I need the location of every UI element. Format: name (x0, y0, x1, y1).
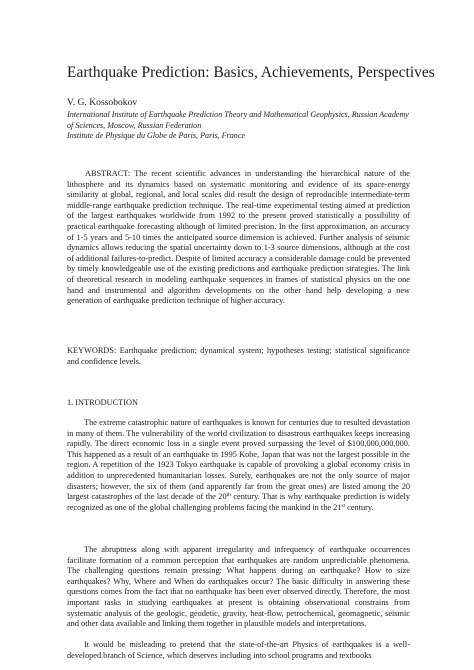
intro-p1-text-b: century. That is why earthquake prediction is widely recognized as one of the global challenging problems facing the mankind in the 21 (67, 492, 410, 512)
paper-title: Earthquake Prediction: Basics, Achievements, Perspectives (67, 64, 435, 81)
section-heading: 1. INTRODUCTION (67, 398, 138, 407)
intro-paragraph-2: The abruptness along with apparent irregularity and infrequency of earthquake occurrences facilitate formation of a common perception that earthquakes are random unpredictable phenomena. The challenging questions remain pressing: What happens during an earthquake? How to size earthquakes? Why, Where and When do earthquakes occur? The basic difficulty in answering these questions comes from the fact that no earthquake has been ever observed directly. Therefore, the most important tasks in studying earthquakes at present is obtaining observational constrains from systematic analysis of the geologic, geodetic, gravity, heat-flow, petrochemical, geomagnetic, seismic and other data available and linking them together in plausible models and interpretations. (67, 545, 410, 629)
keywords: KEYWORDS: Earthquake prediction; dynamical system; hypotheses testing; statistical significance and confidence levels. (67, 346, 410, 366)
intro-paragraph-1 (67, 418, 410, 513)
intro-paragraph-3: It would be misleading to pretend that the state-of-the-art Physics of earthquakes is a well-developed branch of Science, which deserves including into school programs and textbooks (67, 640, 410, 660)
affiliations (67, 110, 411, 142)
superscript-st: st (341, 502, 346, 509)
intro-p1-text-c: century. (345, 502, 374, 512)
affiliation-2: Institute de Physique du Globe de Paris, Paris, France (67, 131, 246, 141)
affiliation-1: International Institute of Earthquake Prediction Theory and Mathematical Geophysics, Russian Academy of Sciences, Moscow, Russian Federation (67, 110, 409, 130)
abstract: ABSTRACT: The recent scientific advances in understanding the hierarchical nature of the lithosphere and its dynamics based on systematic monitoring and evidence of its space-energy similarity at global, regional, and local scales did result the design of reproducible intermediate-term middle-range earthquake prediction technique. The real-time experimental testing aimed at prediction of the largest earthquakes worldwide from 1992 to the present proved statistically a possibility of practical earthquake forecasting although of limited precision. In the first approximation, an accuracy of 1-5 years and 5-10 times the anticipated source dimension is achieved. Further analysis of seismic dynamics allows reducing the spatial uncertainty down to 1-3 source dimensions, although at the cost of additional failures-to-predict. Despite of limited accuracy a considerable damage could be prevented by timely knowledgeable use of the existing predictions and earthquake prediction strategies. The link of theoretical research in modeling earthquake sequences in frames of statistical physics on the one hand and instrumental and algorithm developments on the other hand help developing a new generation of earthquake prediction technique of higher accuracy. (67, 169, 410, 306)
superscript-th: th (226, 491, 231, 498)
author-name: V. G. Kossobokov (67, 97, 138, 108)
intro-p1-text-a: The extreme catastrophic nature of earthquakes is known for centuries due to resulted devastation in many of them. The vulnerability of the world civilization to disastrous earthquakes keeps increasing rapidly. The direct economic loss in a single event proved surpassing the level of $100,000,000,000. This happened as a result of an earthquake in 1995 Kobe, Japan that was not the largest possible in the region. A repetition of the 1923 Tokyo earthquake is capable of provoking a global economy crisis in addition to unprecedented humanitarian losses. Surely, earthquakes are not the only source of major disasters; however, the six of them (and apparently far from the great ones) are listed among the 20 largest catastrophes of the last decade of the 20 (67, 418, 410, 502)
